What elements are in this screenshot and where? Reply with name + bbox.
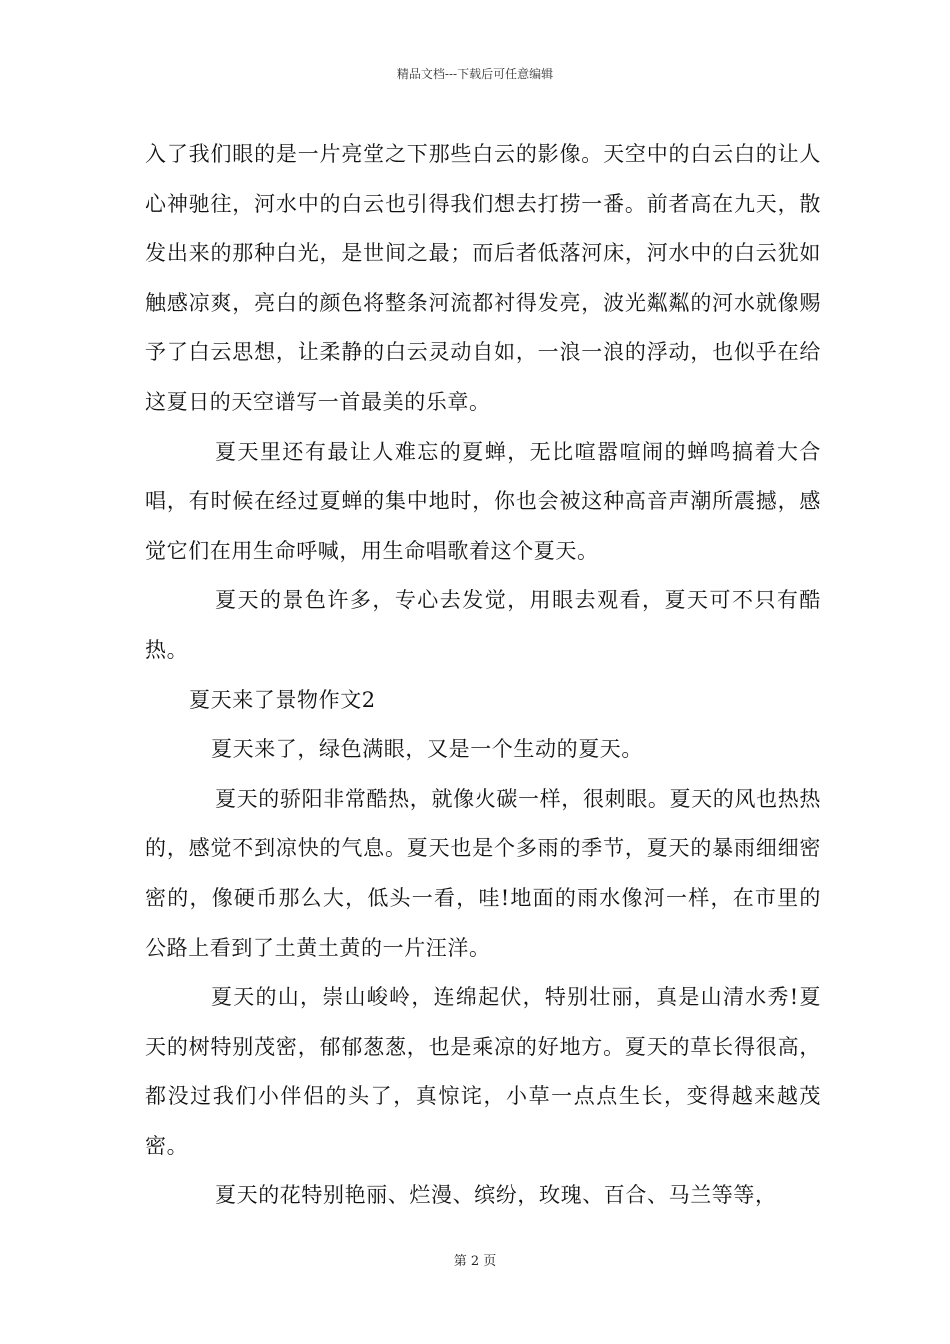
- paragraph-sun-rain: 夏天的骄阳非常酷热，就像火碳一样，很刺眼。夏天的风也热热的，感觉不到凉快的气息。夏天也是个多雨的季节，夏天的暴雨细细密密的，像硬币那么大，低头一看，哇!地面的雨水像河一样，在市里的公路上看到了土黄土黄的一片汪洋。: [145, 786, 821, 960]
- page-header: 精品文档---下载后可任意编辑: [396, 67, 554, 81]
- paragraph-cicada: 夏天里还有最让人难忘的夏蝉，无比喧嚣喧闹的蝉鸣搞着大合唱，有时候在经过夏蝉的集中地时，你也会被这种高音声潮所震撼，感觉它们在用生命呼喊，用生命唱歌着这个夏天。: [145, 439, 821, 563]
- section-heading: 夏天来了景物作文2: [189, 687, 376, 712]
- document-body: [145, 130, 821, 1221]
- paragraph-scenery: 夏天的景色许多，专心去发觉，用眼去观看，夏天可不只有酷热。: [145, 588, 821, 662]
- page-number: 第 2 页: [453, 1254, 497, 1269]
- paragraph-continued: 入了我们眼的是一片亮堂之下那些白云的影像。天空中的白云白的让人心神驰往，河水中的白云也引得我们想去打捞一番。前者高在九天，散发出来的那种白光，是世间之最；而后者低落河床，河水中的白云犹如触感凉爽，亮白的颜色将整条河流都衬得发亮，波光粼粼的河水就像赐予了白云思想，让柔静的白云灵动自如，一浪一浪的浮动，也似乎在给这夏日的天空谱写一首最美的乐章。: [145, 142, 821, 414]
- paragraph-intro: 夏天来了，绿色满眼，又是一个生动的夏天。: [211, 737, 643, 762]
- paragraph-mountain-trees: 夏天的山，崇山峻岭，连绵起伏，特别壮丽，真是山清水秀!夏天的树特别茂密，郁郁葱葱，也是乘凉的好地方。夏天的草长得很高，都没过我们小伴侣的头了，真惊诧，小草一点点生长，变得越来越茂密。: [145, 985, 821, 1158]
- paragraph-flowers: 夏天的花特别艳丽、烂漫、缤纷，玫瑰、百合、马兰等等，: [215, 1183, 777, 1208]
